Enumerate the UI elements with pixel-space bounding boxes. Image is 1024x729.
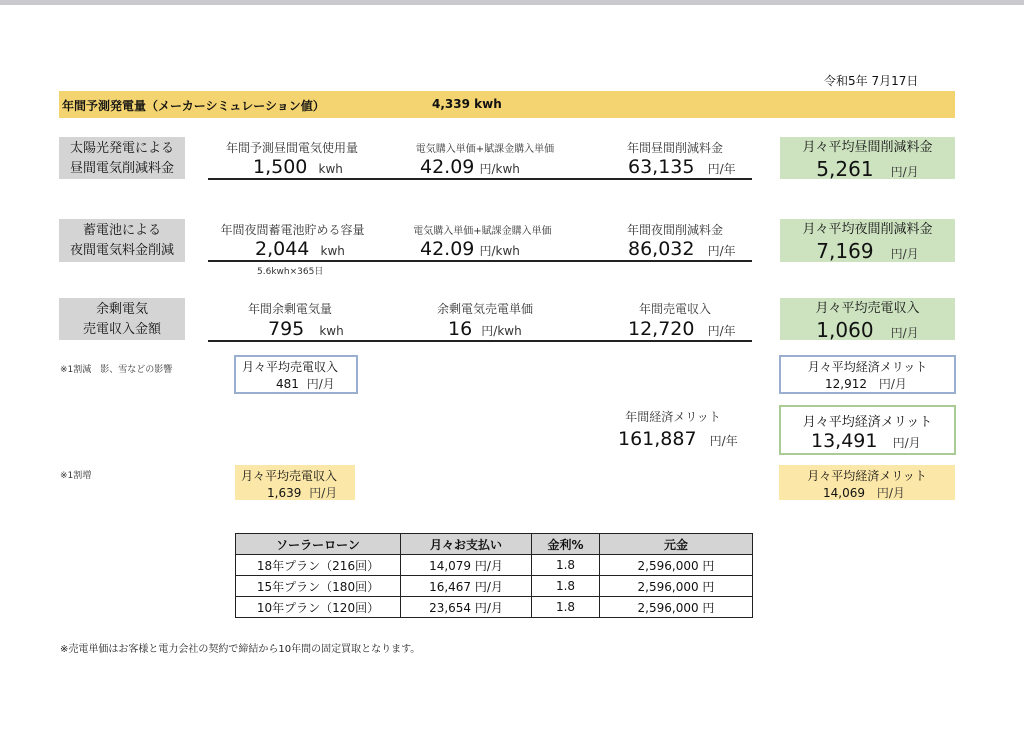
surplus-monthly-unit: 円/月 xyxy=(890,326,919,340)
rate-cell: 1.8 xyxy=(532,597,600,618)
table-row xyxy=(236,597,753,618)
battery-savings-header: 年間夜間削減料金 xyxy=(626,223,723,237)
surplus-title-line1: 余剰電気 xyxy=(95,302,148,317)
principal-cell: 2,596,000 円 xyxy=(600,597,753,618)
reduced-merit-header: 月々平均経済メリット xyxy=(807,360,928,374)
battery-monthly-unit: 円/月 xyxy=(890,247,919,261)
solar-usage-value: 1,500 xyxy=(253,156,308,178)
plan-cell: 10年プラン（120回） xyxy=(236,597,401,618)
surplus-title-line2: 売電収入金額 xyxy=(82,322,161,337)
battery-savings-unit: 円/年 xyxy=(707,244,736,258)
solar-monthly-value: 5,261 xyxy=(816,157,874,181)
reduction-note: ※1割減 影、雪などの影響 xyxy=(60,365,173,375)
annual-merit-value: 161,887 xyxy=(618,428,697,450)
increased-merit-value: 14,069 xyxy=(823,486,865,500)
payment-cell: 23,654 円/月 xyxy=(401,597,532,618)
principal-cell: 2,596,000 円 xyxy=(600,555,753,576)
battery-capacity-unit: kwh xyxy=(320,244,345,258)
solar-title-line2: 昼間電気削減料金 xyxy=(69,161,174,176)
surplus-monthly-header: 月々平均売電収入 xyxy=(815,301,920,316)
top-border xyxy=(0,0,1024,5)
rate-cell: 1.8 xyxy=(532,576,600,597)
solar-monthly-unit: 円/月 xyxy=(890,165,919,179)
solar-savings-header: 年間昼間削減料金 xyxy=(626,141,723,155)
reduced-merit-unit: 円/月 xyxy=(878,377,907,391)
battery-capacity-header: 年間夜間蓄電池貯める容量 xyxy=(220,223,365,237)
solar-price-header: 電気購入単価+賦課金購入単価 xyxy=(415,144,555,155)
battery-capacity-value: 2,044 xyxy=(255,238,310,260)
solar-monthly-box xyxy=(780,137,955,179)
annual-merit-unit: 円/年 xyxy=(709,434,738,448)
solar-savings-value: 63,135 xyxy=(628,156,695,178)
increase-note: ※1割増 xyxy=(60,471,92,481)
reduced-sale-value: 481 xyxy=(276,377,299,391)
battery-capacity-value-group xyxy=(255,238,345,260)
monthly-merit-unit: 円/月 xyxy=(892,436,921,450)
monthly-merit-box xyxy=(779,405,956,455)
annual-generation-label: 年間予測発電量（メーカーシミュレーション値） xyxy=(62,99,325,113)
solar-price-value-group xyxy=(420,156,520,178)
solar-monthly-header: 月々平均昼間削減料金 xyxy=(802,140,933,155)
surplus-price-value-group xyxy=(448,318,522,340)
solar-savings-value-group xyxy=(628,156,736,178)
principal-cell: 2,596,000 円 xyxy=(600,576,753,597)
surplus-section-title xyxy=(59,298,185,340)
solar-price-value: 42.09 xyxy=(420,156,475,178)
surplus-amount-value: 795 xyxy=(268,318,305,340)
surplus-price-value: 16 xyxy=(448,318,473,340)
battery-price-value-group xyxy=(420,238,520,260)
rate-cell: 1.8 xyxy=(532,555,600,576)
table-header-plan: ソーラーローン xyxy=(236,534,401,555)
surplus-amount-unit: kwh xyxy=(319,324,344,338)
battery-monthly-value: 7,169 xyxy=(816,239,874,263)
battery-savings-value-group xyxy=(628,238,736,260)
increased-sale-unit: 円/月 xyxy=(309,486,338,500)
surplus-income-header: 年間売電収入 xyxy=(638,302,711,316)
reduced-merit-value: 12,912 xyxy=(825,377,867,391)
battery-capacity-note: 5.6kwh×365日 xyxy=(257,267,324,277)
surplus-price-unit: 円/kwh xyxy=(481,324,522,338)
document-date: 令和5年 7月17日 xyxy=(824,74,919,88)
battery-price-value: 42.09 xyxy=(420,238,475,260)
surplus-income-unit: 円/年 xyxy=(707,324,736,338)
table-header-principal: 元金 xyxy=(600,534,753,555)
battery-underline xyxy=(208,260,752,262)
increased-sale-header: 月々平均売電収入 xyxy=(241,469,338,483)
surplus-income-value-group xyxy=(628,318,736,340)
increased-merit-box xyxy=(779,465,955,500)
surplus-amount-value-group xyxy=(268,318,344,340)
solar-price-unit: 円/kwh xyxy=(479,162,520,176)
solar-usage-header: 年間予測昼間電気使用量 xyxy=(225,141,358,155)
battery-price-header: 電気購入単価+賦課金購入単価 xyxy=(413,226,552,237)
reduced-sale-box xyxy=(234,355,358,394)
solar-section-title xyxy=(59,137,185,179)
table-header-row xyxy=(236,534,753,555)
battery-section-title xyxy=(59,219,185,262)
increased-merit-header: 月々平均経済メリット xyxy=(807,469,927,483)
table-row xyxy=(236,576,753,597)
table-row xyxy=(236,555,753,576)
solar-loan-table xyxy=(235,533,753,618)
footnote: ※売電単価はお客様と電力会社の契約で締結から10年間の固定買取となります。 xyxy=(60,644,421,655)
reduced-sale-unit: 円/月 xyxy=(306,377,335,391)
monthly-merit-header: 月々平均経済メリット xyxy=(802,415,933,430)
solar-savings-unit: 円/年 xyxy=(707,162,736,176)
plan-cell: 18年プラン（216回） xyxy=(236,555,401,576)
battery-monthly-box xyxy=(780,219,955,262)
payment-cell: 14,079 円/月 xyxy=(401,555,532,576)
battery-title-line1: 蓄電池による xyxy=(82,223,161,238)
battery-monthly-header: 月々平均夜間削減料金 xyxy=(802,222,933,237)
solar-usage-unit: kwh xyxy=(318,162,343,176)
surplus-monthly-value: 1,060 xyxy=(816,318,874,342)
battery-price-unit: 円/kwh xyxy=(479,244,520,258)
reduced-merit-box xyxy=(779,355,956,394)
solar-underline xyxy=(208,178,752,180)
solar-usage-value-group xyxy=(253,156,343,178)
monthly-merit-value: 13,491 xyxy=(811,430,878,452)
battery-savings-value: 86,032 xyxy=(628,238,695,260)
surplus-amount-header: 年間余剰電気量 xyxy=(247,302,332,316)
annual-merit-header: 年間経済メリット xyxy=(625,410,721,424)
payment-cell: 16,467 円/月 xyxy=(401,576,532,597)
increased-sale-value: 1,639 xyxy=(267,486,302,500)
surplus-underline xyxy=(208,340,752,342)
plan-cell: 15年プラン（180回） xyxy=(236,576,401,597)
surplus-income-value: 12,720 xyxy=(628,318,695,340)
table-header-rate: 金利% xyxy=(532,534,600,555)
battery-title-line2: 夜間電気料金削減 xyxy=(69,243,174,258)
solar-title-line1: 太陽光発電による xyxy=(69,141,174,156)
table-header-payment: 月々お支払い xyxy=(401,534,532,555)
annual-merit-value-group xyxy=(618,428,738,450)
surplus-price-header: 余剰電気売電単価 xyxy=(436,302,533,316)
annual-generation-value: 4,339 kwh xyxy=(432,97,502,111)
surplus-monthly-box xyxy=(780,298,955,340)
increased-merit-unit: 円/月 xyxy=(876,486,905,500)
increased-sale-box xyxy=(235,465,355,500)
reduced-sale-header: 月々平均売電収入 xyxy=(242,360,339,374)
